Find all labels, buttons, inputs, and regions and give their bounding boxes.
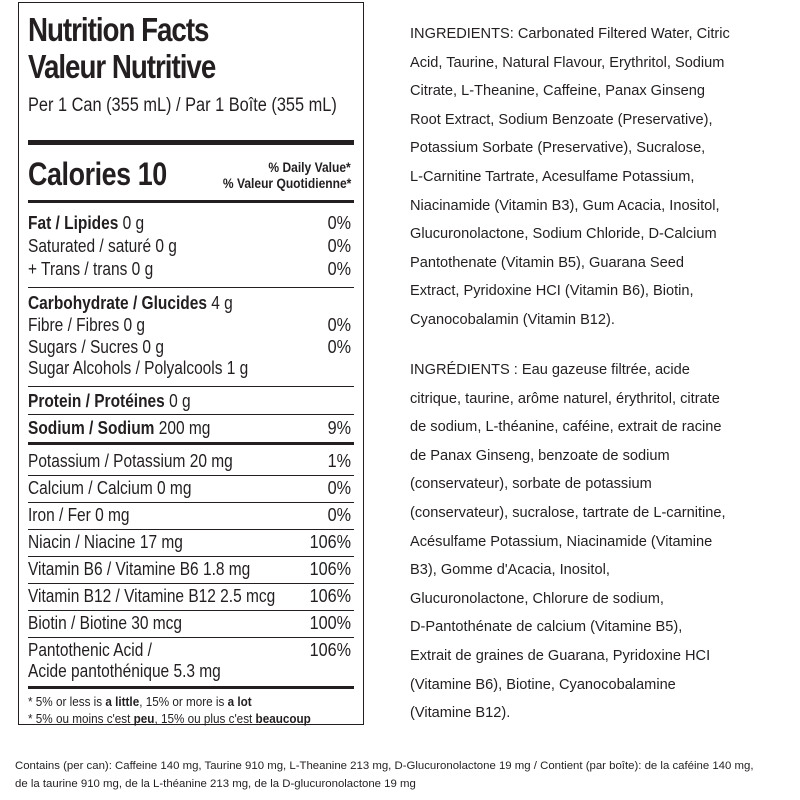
- divider: [28, 556, 354, 557]
- nutrient-row-carbohydrate: [28, 293, 351, 315]
- ingredients-line: B3), Gomme d'Acacia, Inositol,: [410, 562, 610, 579]
- divider-medium: [28, 200, 354, 203]
- nutrition-title-fr: Valeur Nutritive: [28, 48, 216, 85]
- nutrient-label: Potassium / Potassium 20 mg: [28, 451, 233, 471]
- nutrient-row-pantothenic-acid: [28, 640, 351, 662]
- nutrient-label: Sodium / Sodium: [28, 418, 155, 438]
- divider: [28, 386, 354, 387]
- ingredients-line: (Vitamine B6), Biotine, Cyanocobalamine: [410, 676, 676, 693]
- nutrient-row-vitamin-b6: [28, 559, 351, 581]
- ingredients-line: Citrate, L-Theanine, Caffeine, Panax Ginseng: [410, 83, 706, 100]
- divider: [28, 475, 354, 476]
- footnote-fr: * 5% ou moins c'est peu, 15% ou plus c'est beaucoup: [28, 711, 311, 726]
- divider: [28, 610, 354, 611]
- nutrient-label: Protein / Protéines: [28, 391, 165, 411]
- nutrient-label: Fibre / Fibres 0 g: [28, 315, 146, 335]
- divider: [28, 529, 354, 530]
- nutrient-row-fibre: [28, 315, 351, 337]
- divider: [28, 414, 354, 415]
- ingredients-line: Extrait de graines de Guarana, Pyridoxine HCI: [410, 647, 711, 664]
- serving-size: Per 1 Can (355 mL) / Par 1 Boîte (355 mL): [28, 95, 337, 116]
- ingredients-line: D-Pantothénate de calcium (Vitamine B5),: [410, 619, 683, 636]
- nutrient-row-trans: [28, 259, 351, 281]
- divider: [28, 502, 354, 503]
- nutrient-dv: 0%: [327, 315, 351, 335]
- calories-label: Calories 10: [28, 156, 167, 192]
- ingredients-line: de sodium, L-théanine, caféine, extrait de racine: [410, 419, 722, 436]
- nutrient-row-saturated: [28, 236, 351, 258]
- nutrient-dv: 9%: [327, 418, 351, 438]
- nutrient-row-biotin: [28, 613, 351, 635]
- nutrient-amount: 4 g: [206, 293, 233, 313]
- nutrient-dv: 0%: [327, 236, 351, 256]
- ingredients-line: citrique, taurine, arôme naturel, érythritol, citrate: [410, 390, 720, 407]
- footnote-en: * 5% or less is a little, 15% or more is a lot: [28, 694, 252, 709]
- nutrient-label: Carbohydrate / Glucides: [28, 293, 207, 313]
- nutrient-label: Saturated / saturé 0 g: [28, 236, 177, 256]
- ingredients-line: INGREDIENTS: Carbonated Filtered Water, Citric: [410, 26, 730, 42]
- nutrient-row-iron: [28, 505, 351, 527]
- ingredients-line: INGRÉDIENTS : Eau gazeuse filtrée, acide: [410, 362, 690, 378]
- divider-thick: [28, 140, 354, 145]
- nutrient-row-vitamin-b12: [28, 586, 351, 608]
- nutrient-dv: 106%: [309, 559, 351, 579]
- ingredients-line: Potassium Sorbate (Preservative), Sucralose,: [410, 140, 706, 157]
- ingredients-line: (conservateur), sucralose, tartrate de L-carnitine,: [410, 504, 726, 521]
- ingredients-en: [410, 20, 790, 335]
- ingredients-line: Root Extract, Sodium Benzoate (Preservative),: [410, 111, 713, 128]
- ingredients-line: (conservateur), sorbate de potassium: [410, 476, 652, 493]
- nutrient-row-protein: [28, 391, 351, 413]
- contains-line: Contains (per can): Caffeine 140 mg, Taurine 910 mg, L-Theanine 213 mg, D-Glucuronolactone 19 mg / Contient (par boîte): de la caféine 140 mg,: [15, 760, 754, 772]
- nutrient-label: Calcium / Calcium 0 mg: [28, 478, 192, 498]
- nutrient-row-sodium: [28, 418, 351, 440]
- nutrient-dv: 0%: [327, 478, 351, 498]
- nutrition-title-en: Nutrition Facts: [28, 11, 209, 48]
- ingredients-line: Glucuronolactone, Sodium Chloride, D-Calcium: [410, 226, 717, 243]
- nutrient-dv: 0%: [327, 259, 351, 279]
- nutrient-amount: 0 g: [118, 213, 145, 233]
- ingredients-fr: [410, 356, 790, 728]
- nutrient-label: + Trans / trans 0 g: [28, 259, 154, 279]
- ingredients-line: Extract, Pyridoxine HCI (Vitamin B6), Biotin,: [410, 283, 694, 300]
- divider: [28, 287, 354, 288]
- ingredients-line: Pantothenate (Vitamin B5), Guarana Seed: [410, 254, 684, 271]
- nutrient-row-fat: [28, 213, 351, 235]
- daily-value-header-en: % Daily Value*: [268, 159, 351, 175]
- nutrient-row-calcium: [28, 478, 351, 500]
- nutrient-row-pantothenic-acid-fr: [28, 661, 351, 683]
- divider-medium: [28, 442, 354, 445]
- contains-statement: [15, 757, 795, 793]
- nutrient-amount: 200 mg: [154, 418, 211, 438]
- ingredients-line: L-Carnitine Tartrate, Acesulfame Potassium,: [410, 168, 695, 185]
- nutrient-dv: 106%: [309, 532, 351, 552]
- nutrient-dv: 100%: [309, 613, 351, 633]
- nutrient-label: Biotin / Biotine 30 mcg: [28, 613, 183, 633]
- ingredients-line: Cyanocobalamin (Vitamin B12).: [410, 311, 615, 328]
- ingredients-line: Glucuronolactone, Chlorure de sodium,: [410, 590, 664, 607]
- ingredients-line: (Vitamine B12).: [410, 705, 511, 722]
- nutrient-dv: 0%: [327, 505, 351, 525]
- nutrient-label: Sugar Alcohols / Polyalcools 1 g: [28, 358, 249, 378]
- nutrient-row-potassium: [28, 451, 351, 473]
- nutrient-dv: 0%: [327, 337, 351, 357]
- contains-line: de la taurine 910 mg, de la L-théanine 213 mg, de la D-glucuronolactone 19 mg: [15, 778, 416, 790]
- nutrient-dv: 0%: [327, 213, 351, 233]
- nutrition-facts-panel: [18, 2, 364, 725]
- divider: [28, 637, 354, 638]
- nutrient-label: Vitamin B12 / Vitamine B12 2.5 mcg: [28, 586, 276, 606]
- ingredients-line: Acésulfame Potassium, Niacinamide (Vitamine: [410, 533, 713, 550]
- divider: [28, 583, 354, 584]
- nutrient-label: Sugars / Sucres 0 g: [28, 337, 164, 357]
- nutrient-label: Niacin / Niacine 17 mg: [28, 532, 183, 552]
- nutrient-amount: 0 g: [164, 391, 191, 411]
- divider-medium: [28, 686, 354, 689]
- nutrient-row-sugar-alcohols: [28, 358, 351, 380]
- nutrient-label: Pantothenic Acid /: [28, 640, 152, 660]
- nutrient-label: Vitamin B6 / Vitamine B6 1.8 mg: [28, 559, 251, 579]
- nutrient-label: Fat / Lipides: [28, 213, 119, 233]
- ingredients-line: de Panax Ginseng, benzoate de sodium: [410, 447, 670, 464]
- ingredients-line: Niacinamide (Vitamin B3), Gum Acacia, Inositol,: [410, 197, 720, 214]
- nutrient-row-sugars: [28, 337, 351, 359]
- nutrient-label: Iron / Fer 0 mg: [28, 505, 130, 525]
- nutrient-dv: 106%: [309, 586, 351, 606]
- nutrient-dv: 1%: [327, 451, 351, 471]
- nutrient-label: Acide pantothénique 5.3 mg: [28, 661, 221, 681]
- nutrient-row-niacin: [28, 532, 351, 554]
- nutrient-dv: 106%: [309, 640, 351, 660]
- ingredients-line: Acid, Taurine, Natural Flavour, Erythritol, Sodium: [410, 54, 725, 71]
- daily-value-header-fr: % Valeur Quotidienne*: [222, 175, 351, 191]
